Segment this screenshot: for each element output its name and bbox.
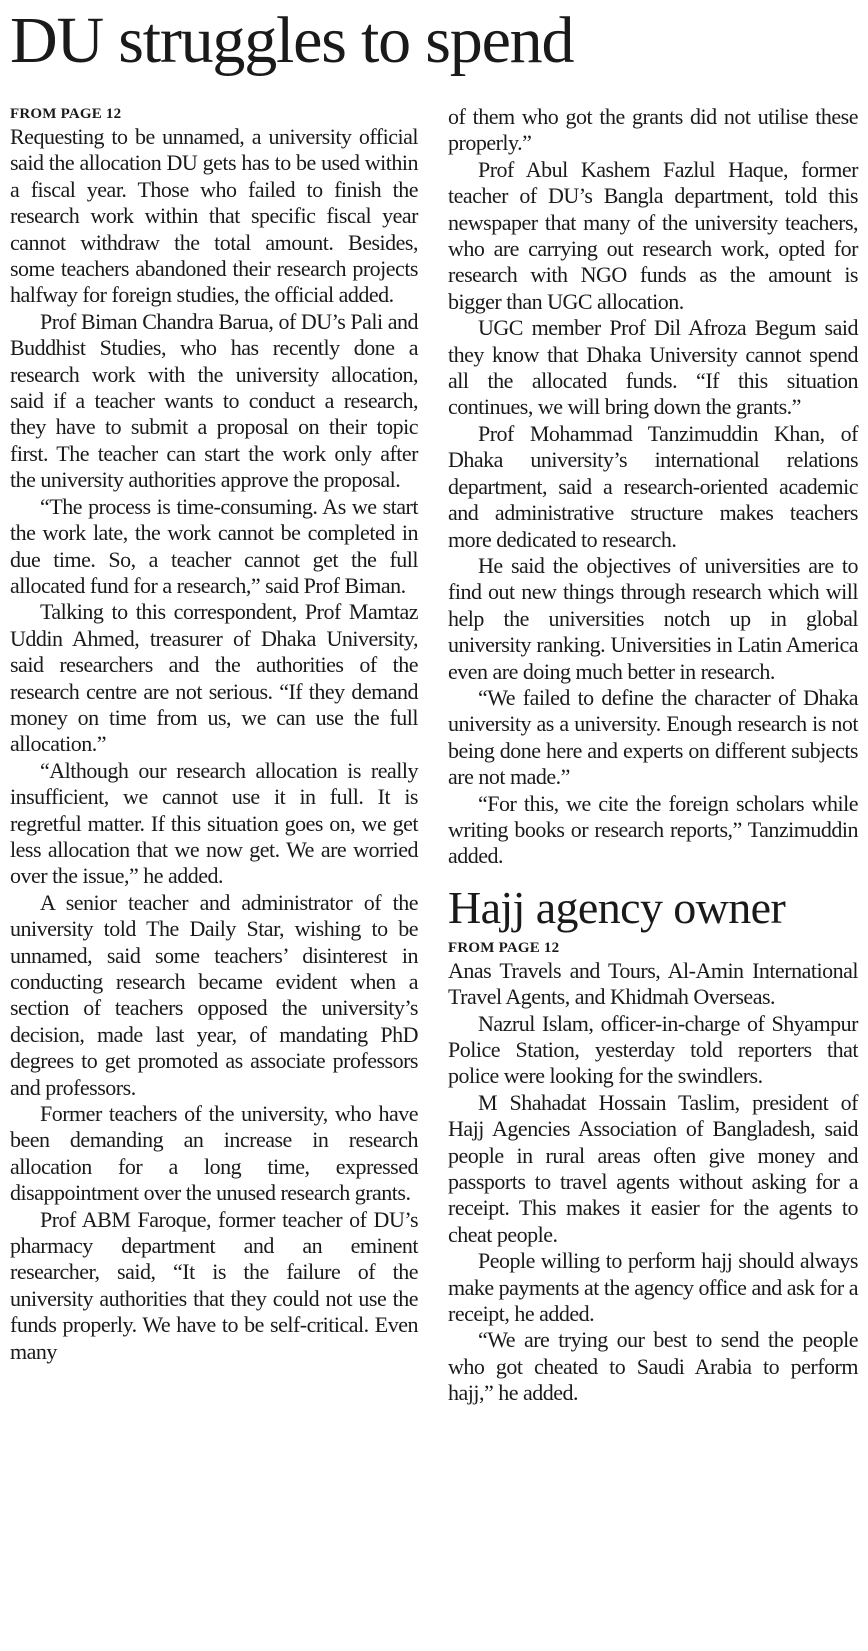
body-paragraph: Prof Abul Kashem Fazlul Haque, former teacher of DU’s Bangla department, told this newspaper that many of the university teachers, who are carrying out research work, opted for research with NGO funds as the amount is bigger than UGC allocation. xyxy=(448,156,858,314)
body-paragraph: Prof ABM Faroque, former teacher of DU’s pharmacy department and an eminent researcher, said, “It is the failure of the university authorities that they could not use the funds properly. We have to be self-critical. Even many xyxy=(10,1206,418,1364)
body-paragraph: “For this, we cite the foreign scholars while writing books or research reports,” Tanzimuddin added. xyxy=(448,790,858,869)
story-column-right xyxy=(448,104,858,1407)
body-paragraph: A senior teacher and administrator of the university told The Daily Star, wishing to be unnamed, said some teachers’ disinterest in conducting research became evident when a section of teachers opposed the university’s decision, made last year, of mandating PhD degrees to get promoted as associate professors and professors. xyxy=(10,889,418,1100)
body-paragraph: Requesting to be unnamed, a university official said the allocation DU gets has to be used within a fiscal year. Those who failed to finish the research work within that specific fiscal year cannot withdraw the total amount. Besides, some teachers abandoned their research projects halfway for foreign studies, the official added. xyxy=(10,124,418,308)
jump-line: FROM PAGE 12 xyxy=(10,106,122,122)
body-paragraph: Talking to this correspondent, Prof Mamtaz Uddin Ahmed, treasurer of Dhaka University, said researchers and the authorities of the research centre are not serious. “If they demand money on time from us, we can use the full allocation.” xyxy=(10,599,418,757)
body-paragraph: M Shahadat Hossain Taslim, president of Hajj Agencies Association of Bangladesh, said people in rural areas often give money and passports to travel agents without asking for a receipt. This makes it easier for the agents to cheat people. xyxy=(448,1089,858,1247)
story-column-left xyxy=(10,104,418,1365)
body-paragraph: UGC member Prof Dil Afroza Begum said they know that Dhaka University cannot spend all the allocated funds. “If this situation continues, we will bring down the grants.” xyxy=(448,315,858,420)
body-paragraph: Nazrul Islam, officer-in-charge of Shyampur Police Station, yesterday told reporters that police were looking for the swindlers. xyxy=(448,1010,858,1089)
body-paragraph: People willing to perform hajj should always make payments at the agency office and ask for a receipt, he added. xyxy=(448,1248,858,1327)
second-story-headline: Hajj agency owner xyxy=(448,881,786,933)
body-paragraph: “The process is time-consuming. As we start the work late, the work cannot be completed in due time. So, a teacher cannot get the full allocated fund for a research,” said Prof Biman. xyxy=(10,493,418,598)
body-paragraph: Anas Travels and Tours, Al-Amin International Travel Agents, and Khidmah Overseas. xyxy=(448,957,858,1010)
body-paragraph: “We failed to define the character of Dhaka university as a university. Enough research is not being done here and experts on different subjects are not made.” xyxy=(448,684,858,790)
body-paragraph: Former teachers of the university, who have been demanding an increase in research allocation for a long time, expressed disappointment over the unused research grants. xyxy=(10,1101,418,1206)
jump-line: FROM PAGE 12 xyxy=(448,939,560,956)
body-paragraph: “We are trying our best to send the people who got cheated to Saudi Arabia to perform hajj,” he added. xyxy=(448,1327,858,1406)
body-paragraph: Prof Biman Chandra Barua, of DU’s Pali and Buddhist Studies, who has recently done a research work with the university allocation, said if a teacher wants to conduct a research, they have to submit a proposal on their topic first. The teacher can start the work only after the university authorities approve the proposal. xyxy=(10,308,418,493)
body-paragraph: of them who got the grants did not utilise these properly.” xyxy=(448,104,858,156)
body-paragraph: He said the objectives of universities are to find out new things through research which will help the universities notch up in global university ranking. Universities in Latin America even are doing much better in research. xyxy=(448,552,858,684)
body-paragraph: “Although our research allocation is really insufficient, we cannot use it in full. It is regretful matter. If this situation goes on, we get less allocation that we now get. We are worried over the issue,” he added. xyxy=(10,757,418,889)
body-paragraph: Prof Mohammad Tanzimuddin Khan, of Dhaka university’s international relations department, said a research-oriented academic and administrative structure makes teachers more dedicated to research. xyxy=(448,420,858,552)
story-headline: DU struggles to spend xyxy=(10,4,574,77)
